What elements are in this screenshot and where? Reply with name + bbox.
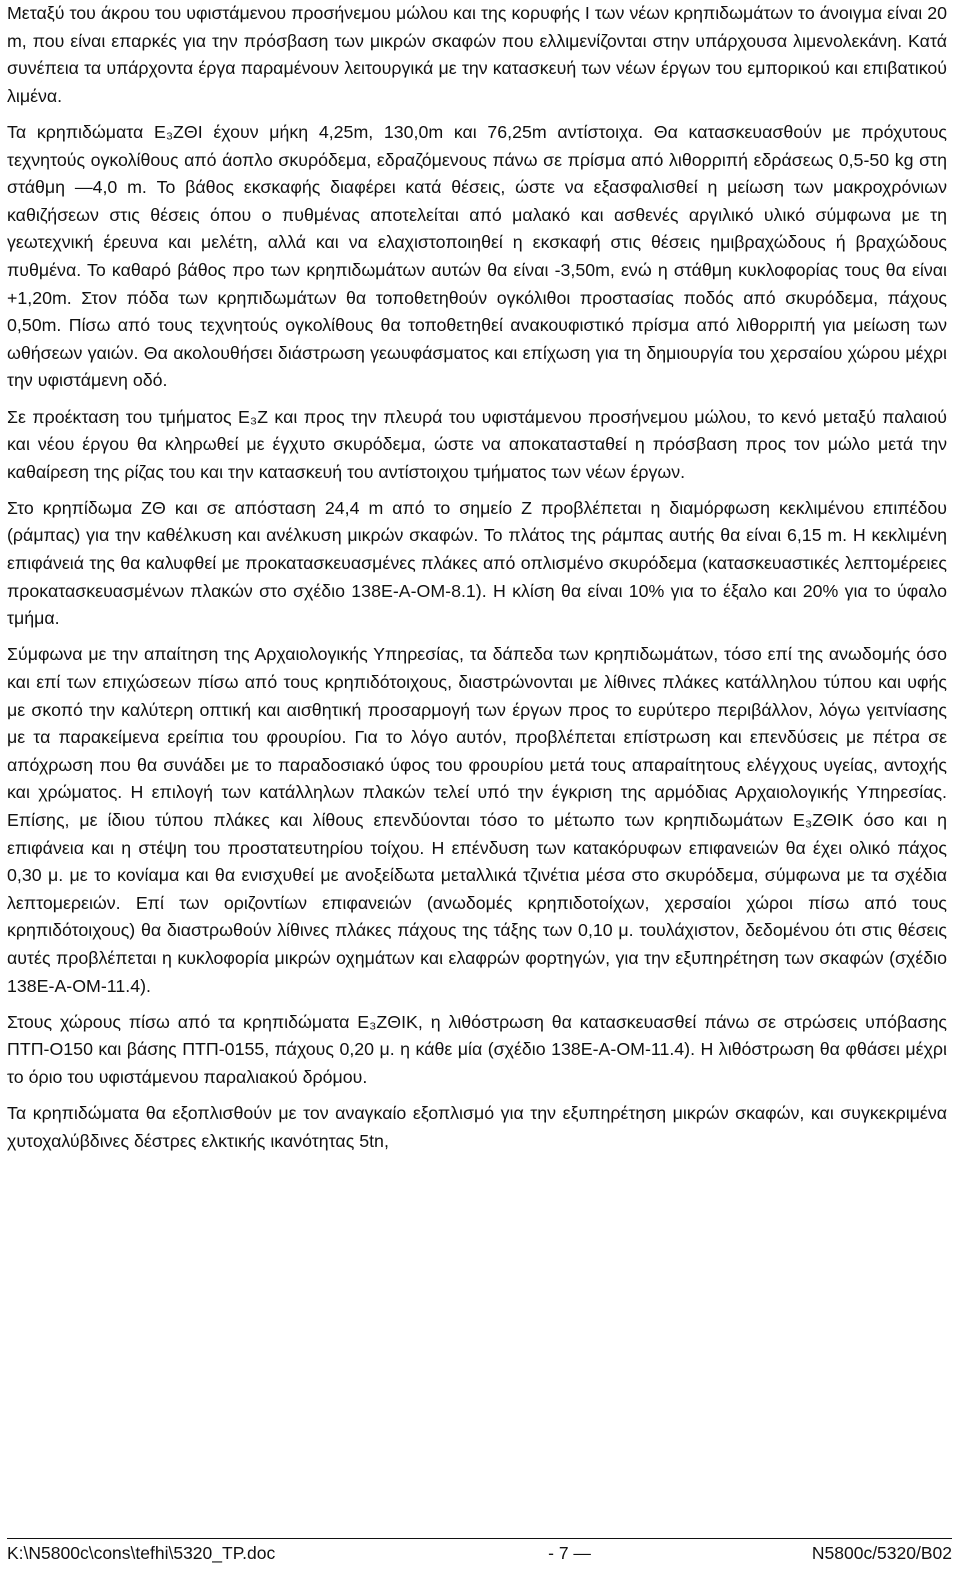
document-body <box>7 0 947 1155</box>
footer-file-path: K:\N5800c\cons\tefhi\5320_TP.doc <box>7 1543 276 1563</box>
page-footer <box>7 1538 952 1565</box>
paragraph: Τα κρηπιδώματα Ε₃ΖΘΙ έχουν μήκη 4,25m, 130,0m και 76,25m αντίστοιχα. Θα κατασκευασθούν με πρόχυτους τεχνητούς ογκολίθους από άοπλο σκυρόδεμα, εδραζόμενους πάνω σε πρίσμα από λιθορριπή εδράσεως 0,5-50 kg στη στάθμη —4,0 m. Το βάθος εκσκαφής διαφέρει κατά θέσεις, ώστε να εξασφαλισθεί η μείωση των μακροχρόνιων καθιζήσεων στις θέσεις όπου ο πυθμένας αποτελείται από μαλακό και ασθενές αργιλικό υλικό σύμφωνα με τη γεωτεχνική έρευνα και μελέτη, αλλά και να ελαχιστοποιηθεί η εκσκαφή στις θέσεις ημιβραχώδους ή βραχώδους πυθμένα. Το καθαρό βάθος προ των κρηπιδωμάτων αυτών θα είναι -3,50m, ενώ η στάθμη κυκλοφορίας τους θα είναι +1,20m. Στον πόδα των κρηπιδωμάτων θα τοποθετηθούν ογκόλιθοι προστασίας ποδός από σκυρόδεμα, πάχους 0,50m. Πίσω από τους τεχνητούς ογκολίθους θα τοποθετηθεί ανακουφιστικό πρίσμα από λιθορριπή για μείωση των ωθήσεων γαιών. Θα ακολουθήσει διάστρωση γεωυφάσματος και επίχωση για τη δημιουργία του χερσαίου χώρου μέχρι την υφιστάμενη οδό. <box>7 121 947 391</box>
paragraph: Στους χώρους πίσω από τα κρηπιδώματα Ε₃ΖΘΙΚ, η λιθόστρωση θα κατασκευασθεί πάνω σε στρώσεις υπόβασης ΠΤΠ-Ο150 και βάσης ΠΤΠ-0155, πάχους 0,20 μ. η κάθε μία (σχέδιο 138Ε-Α-ΟΜ-11.4). Η λιθόστρωση θα φθάσει μέχρι το όριο του υφιστάμενου παραλιακού δρόμου. <box>7 1011 947 1087</box>
footer-page-number: - 7 — <box>548 1543 591 1563</box>
footer-document-code: N5800c/5320/B02 <box>811 1543 952 1563</box>
paragraph: Τα κρηπιδώματα θα εξοπλισθούν με τον αναγκαίο εξοπλισμό για την εξυπηρέτηση μικρών σκαφών, και συγκεκριμένα χυτοχαλύβδινες δέστρες ελκτικής ικανότητας 5tn, <box>7 1103 947 1151</box>
paragraph: Σε προέκταση του τμήματος Ε₃Ζ και προς την πλευρά του υφιστάμενου προσήνεμου μώλου, το κενό μεταξύ παλαιού και νέου έργου θα κληρωθεί με έγχυτο σκυρόδεμα, ώστε να αποκατασταθεί η πρόσβαση προς τον μώλο μετά την καθαίρεση της ρίζας του και την κατασκευή του αντίστοιχου τμήματος των νέων έργων. <box>7 406 947 482</box>
paragraph: Σύμφωνα με την απαίτηση της Αρχαιολογικής Υπηρεσίας, τα δάπεδα των κρηπιδωμάτων, τόσο επί της ανωδομής όσο και επί των επιχώσεων πίσω από τους κρηπιδότοιχους, διαστρώνονται με λίθινες πλάκες κατάλληλου τύπου και υφής με σκοπό την καλύτερη οπτική και αισθητική προσαρμογή των έργων προς το ευρύτερο περιβάλλον, λόγω γειτνίασης με τα παρακείμενα ερείπια του φρουρίου. Για το λόγο αυτόν, προβλέπεται επίστρωση και επενδύσεις με πέτρα σε απόχρωση που θα συνάδει με το παραδοσιακό ύφος του φρουρίου μετά τους απαραίτητους ελέγχους υγείας, αντοχής και χρώματος. Η επιλογή των κατάλληλων πλακών τελεί υπό την έγκριση της αρμόδιας Αρχαιολογικής Υπηρεσίας. Επίσης, με ίδιου τύπου πλάκες και λίθους επενδύονται τόσο το μέτωπο των κρηπιδωμάτων Ε₃ΖΘΙΚ όσο και η επιφάνεια και η στέψη του προστατευτηρίου τοίχου. Η επένδυση των κατακόρυφων επιφανειών θα έχει ολικό πάχος 0,30 μ. με το κονίαμα και θα ενισχυθεί με ανοξείδωτα μεταλλικά τζινέτια μέσα στο σκυρόδεμα, σύμφωνα με τα σχέδια λεπτομερειών. Επί των οριζοντίων επιφανειών (ανωδομές κρηπιδοτοίχων, χερσαίοι χώροι πίσω από τους κρηπιδότοιχους) θα διαστρωθούν λίθινες πλάκες πάχους της τάξης των 0,10 μ. τουλάχιστον, δεδομένου ότι στις θέσεις αυτές προβλέπεται η κυκλοφορία μικρών οχημάτων και ελαφρών φορτηγών, για την εξυπηρέτηση των σκαφών (σχέδιο 138Ε-Α-ΟΜ-11.4). <box>7 644 947 996</box>
paragraph: Μεταξύ του άκρου του υφιστάμενου προσήνεμου μώλου και της κορυφής Ι των νέων κρηπιδωμάτων το άνοιγμα είναι 20 m, που είναι επαρκές για την πρόσβαση των μικρών σκαφών που ελλιμενίζονται στην υπάρχουσα λιμενολεκάνη. Κατά συνέπεια τα υπάρχοντα έργα παραμένουν λειτουργικά με την κατασκευή των νέων έργων του εμπορικού και επιβατικού λιμένα. <box>7 3 947 106</box>
paragraph: Στο κρηπίδωμα ΖΘ και σε απόσταση 24,4 m από το σημείο Ζ προβλέπεται η διαμόρφωση κεκλιμένου επιπέδου (ράμπας) για την καθέλκυση και ανέλκυση μικρών σκαφών. Το πλάτος της ράμπας αυτής θα είναι 6,15 m. Η κεκλιμένη επιφάνειά της θα καλυφθεί με προκατασκευασμένες πλάκες από οπλισμένο σκυρόδεμα (κατασκευαστικές λεπτομέρειες προκατασκευασμένων πλακών στο σχέδιο 138Ε-Α-ΟΜ-8.1). Η κλίση θα είναι 10% για το έξαλο και 20% για το ύφαλο τμήμα. <box>7 497 947 629</box>
